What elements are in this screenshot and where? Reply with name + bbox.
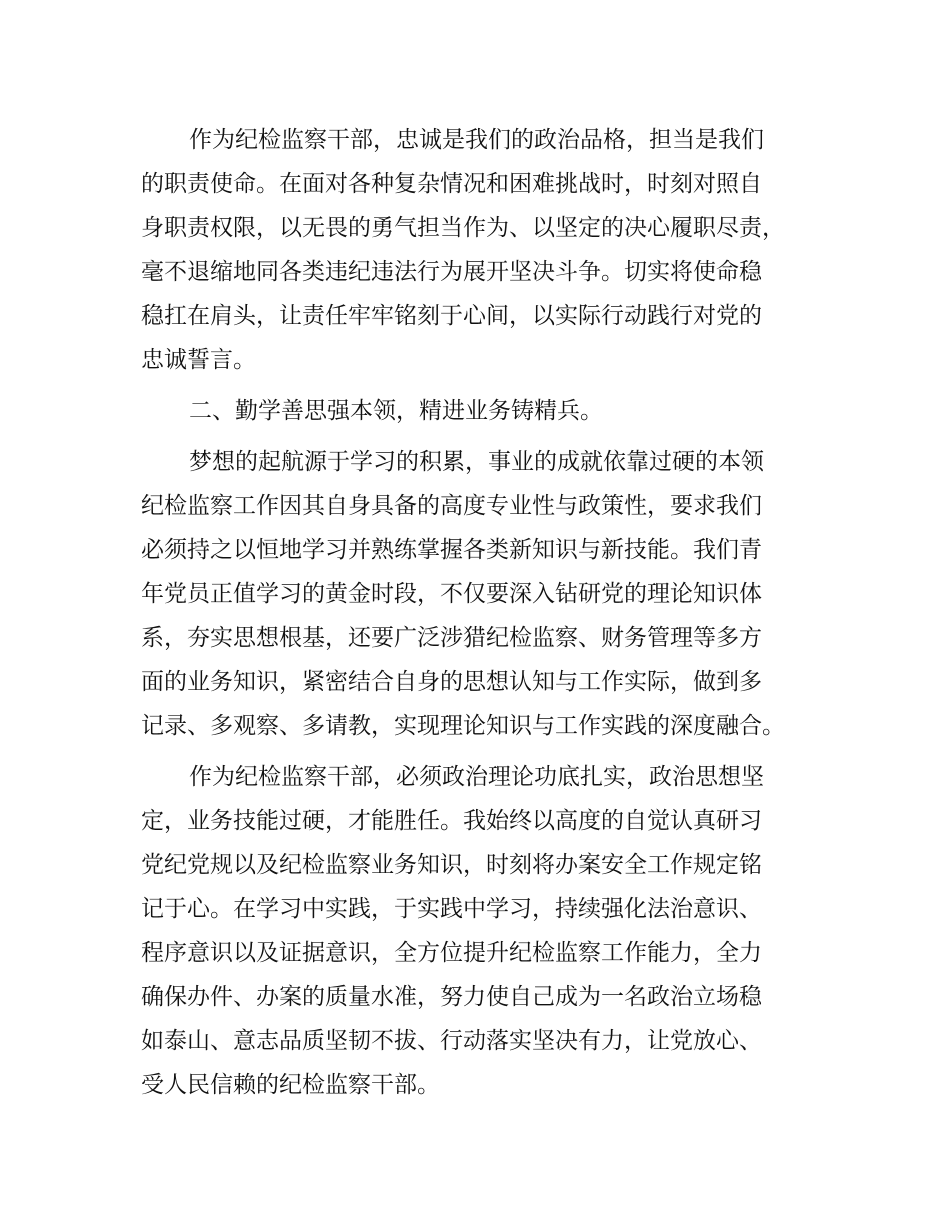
paragraph-competence bbox=[141, 755, 831, 1107]
text-line: 受人民信赖的纪检监察干部。 bbox=[141, 1072, 440, 1098]
text-line: 身职责权限，以无畏的勇气担当作为、以坚定的决心履职尽责， bbox=[141, 215, 785, 241]
document-body bbox=[141, 118, 831, 1107]
text-line: 记录、多观察、多请教，实现理论知识与工作实践的深度融合。 bbox=[141, 713, 785, 739]
text-line: 作为纪检监察干部，忠诚是我们的政治品格，担当是我们 bbox=[189, 127, 764, 153]
text-line: 毫不退缩地同各类违纪违法行为展开坚决斗争。切实将使命稳 bbox=[141, 259, 762, 285]
text-line: 忠诚誓言。 bbox=[141, 347, 256, 373]
text-line: 记于心。在学习中实践，于实践中学习，持续强化法治意识、 bbox=[141, 896, 762, 922]
text-line: 作为纪检监察干部，必须政治理论功底扎实，政治思想坚 bbox=[189, 764, 764, 790]
text-line: 定，业务技能过硬，才能胜任。我始终以高度的自觉认真研习 bbox=[141, 808, 762, 834]
text-line: 系，夯实思想根基，还要广泛涉猎纪检监察、财务管理等多方 bbox=[141, 625, 762, 651]
text-line: 面的业务知识，紧密结合自身的思想认知与工作实际，做到多 bbox=[141, 669, 762, 695]
text-line: 党纪党规以及纪检监察业务知识，时刻将办案安全工作规定铭 bbox=[141, 852, 762, 878]
text-line: 纪检监察工作因其自身具备的高度专业性与政策性，要求我们 bbox=[141, 493, 762, 519]
text-line: 必须持之以恒地学习并熟练掌握各类新知识与新技能。我们青 bbox=[141, 537, 762, 563]
text-line: 的职责使命。在面对各种复杂情况和困难挑战时，时刻对照自 bbox=[141, 171, 762, 197]
text-line: 如泰山、意志品质坚韧不拔、行动落实坚决有力，让党放心、 bbox=[141, 1028, 762, 1054]
text-line: 程序意识以及证据意识，全方位提升纪检监察工作能力，全力 bbox=[141, 940, 762, 966]
text-line: 稳扛在肩头，让责任牢牢铭刻于心间，以实际行动践行对党的 bbox=[141, 303, 762, 329]
section-heading bbox=[141, 389, 831, 433]
paragraph-loyalty bbox=[141, 118, 831, 382]
section-heading-text: 二、勤学善思强本领，精进业务铸精兵。 bbox=[189, 398, 603, 424]
text-line: 确保办件、办案的质量水准，努力使自己成为一名政治立场稳 bbox=[141, 984, 762, 1010]
text-line: 梦想的起航源于学习的积累，事业的成就依靠过硬的本领 bbox=[189, 449, 764, 475]
text-line: 年党员正值学习的黄金时段，不仅要深入钻研党的理论知识体 bbox=[141, 581, 762, 607]
paragraph-study bbox=[141, 440, 831, 748]
